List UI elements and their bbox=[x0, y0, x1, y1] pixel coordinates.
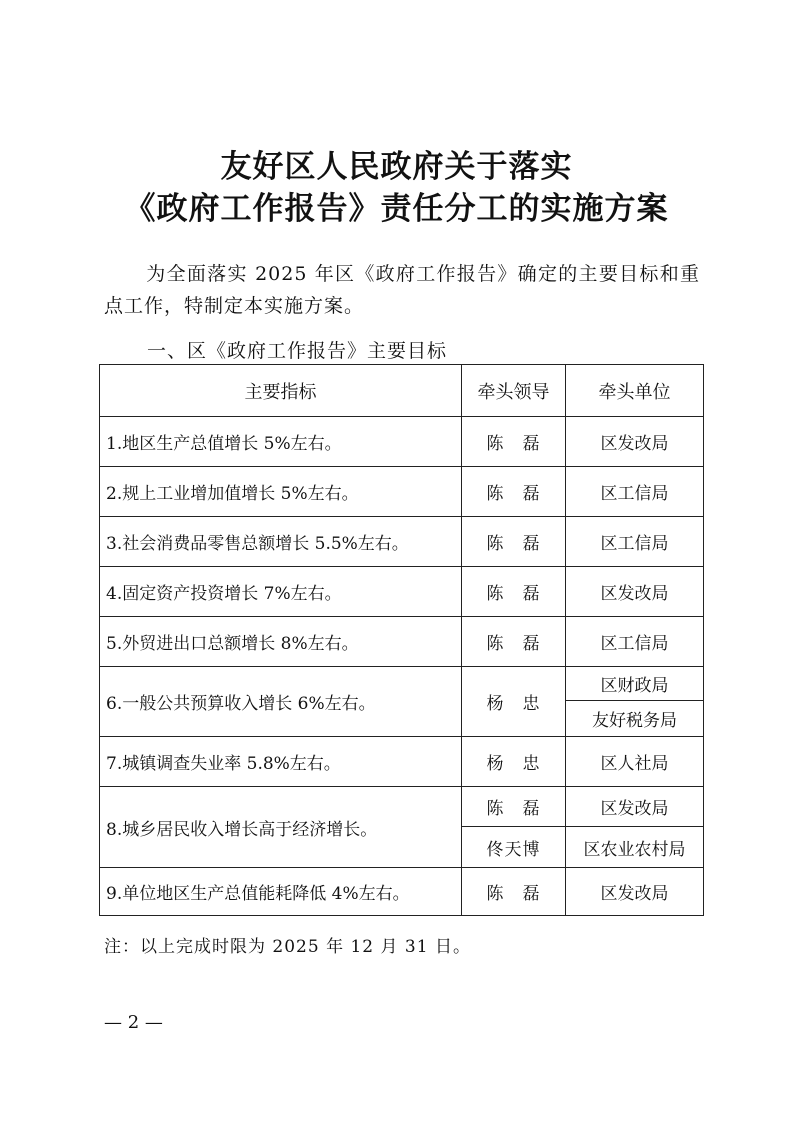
indicator-cell: 3.社会消费品零售总额增长 5.5%左右。 bbox=[100, 517, 462, 567]
unit-cell: 区工信局 bbox=[566, 617, 704, 667]
indicator-cell: 1.地区生产总值增长 5%左右。 bbox=[100, 417, 462, 467]
table-row bbox=[100, 567, 704, 617]
header-unit: 牵头单位 bbox=[566, 365, 704, 417]
indicator-cell: 8.城乡居民收入增长高于经济增长。 bbox=[100, 787, 462, 868]
table-row bbox=[100, 787, 704, 827]
leader-cell: 杨 忠 bbox=[462, 737, 566, 787]
unit-cell: 区人社局 bbox=[566, 737, 704, 787]
leader-cell: 陈 磊 bbox=[462, 868, 566, 916]
header-indicator: 主要指标 bbox=[100, 365, 462, 417]
unit-cell: 区发改局 bbox=[566, 868, 704, 916]
intro-text: 为全面落实 2025 年区《政府工作报告》确定的主要目标和重点工作，特制定本实施方案。 bbox=[104, 263, 700, 317]
header-leader: 牵头领导 bbox=[462, 365, 566, 417]
page-number: — 2 — bbox=[104, 1012, 163, 1033]
intro-paragraph bbox=[104, 258, 700, 322]
table-note: 注：以上完成时限为 2025 年 12 月 31 日。 bbox=[104, 937, 471, 957]
table-row bbox=[100, 667, 704, 701]
table-row bbox=[100, 517, 704, 567]
table-row bbox=[100, 737, 704, 787]
leader-cell: 佟天博 bbox=[462, 827, 566, 868]
table-row bbox=[100, 417, 704, 467]
table-row bbox=[100, 467, 704, 517]
leader-cell: 陈 磊 bbox=[462, 617, 566, 667]
unit-cell: 区农业农村局 bbox=[566, 827, 704, 868]
unit-cell: 区发改局 bbox=[566, 567, 704, 617]
leader-cell: 陈 磊 bbox=[462, 567, 566, 617]
unit-cell: 区工信局 bbox=[566, 517, 704, 567]
leader-cell: 杨 忠 bbox=[462, 667, 566, 737]
leader-cell: 陈 磊 bbox=[462, 467, 566, 517]
table-row bbox=[100, 868, 704, 916]
indicator-cell: 2.规上工业增加值增长 5%左右。 bbox=[100, 467, 462, 517]
indicator-cell: 6.一般公共预算收入增长 6%左右。 bbox=[100, 667, 462, 737]
unit-cell: 友好税务局 bbox=[566, 701, 704, 737]
unit-cell: 区发改局 bbox=[566, 417, 704, 467]
unit-cell: 区发改局 bbox=[566, 787, 704, 827]
leader-cell: 陈 磊 bbox=[462, 417, 566, 467]
indicator-cell: 4.固定资产投资增长 7%左右。 bbox=[100, 567, 462, 617]
targets-table bbox=[99, 364, 704, 916]
table-row bbox=[100, 617, 704, 667]
unit-cell: 区财政局 bbox=[566, 667, 704, 701]
document-title-line1: 友好区人民政府关于落实 bbox=[220, 149, 573, 185]
document-title-line2: 《政府工作报告》责任分工的实施方案 bbox=[124, 191, 669, 227]
indicator-cell: 7.城镇调查失业率 5.8%左右。 bbox=[100, 737, 462, 787]
unit-cell: 区工信局 bbox=[566, 467, 704, 517]
leader-cell: 陈 磊 bbox=[462, 787, 566, 827]
leader-cell: 陈 磊 bbox=[462, 517, 566, 567]
indicator-cell: 9.单位地区生产总值能耗降低 4%左右。 bbox=[100, 868, 462, 916]
section-heading: 一、区《政府工作报告》主要目标 bbox=[147, 340, 448, 362]
table-header-row bbox=[100, 365, 704, 417]
indicator-cell: 5.外贸进出口总额增长 8%左右。 bbox=[100, 617, 462, 667]
